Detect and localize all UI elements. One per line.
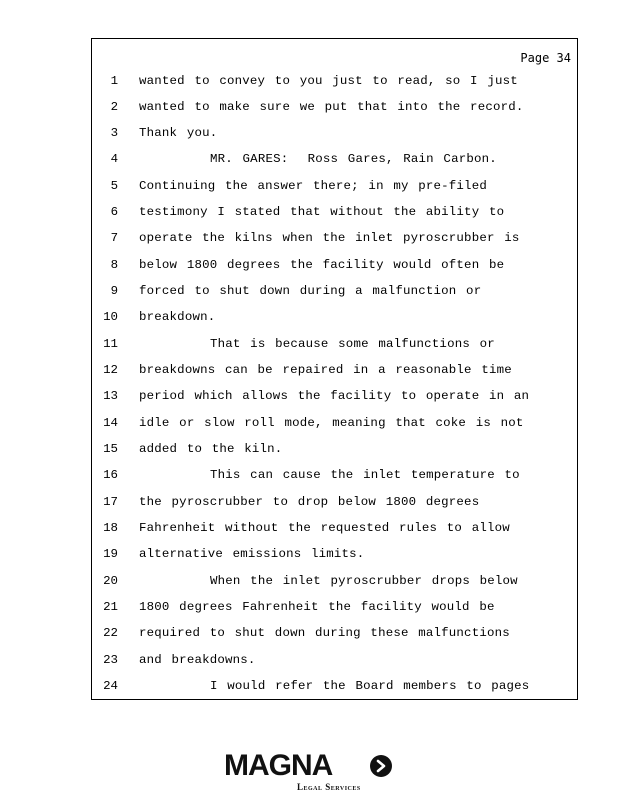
line-text: the pyroscrubber to drop below 1800 degrees [139,495,480,509]
line-text: idle or slow roll mode, meaning that coke is not [139,416,524,430]
transcript-line [92,310,577,328]
line-text: MR. GARES: Ross Gares, Rain Carbon. [210,152,497,166]
line-number: 13 [103,389,118,403]
line-text: forced to shut down during a malfunction or [139,284,482,298]
transcript-line [92,389,577,407]
line-number: 19 [103,547,118,561]
line-text: and breakdowns. [139,653,256,667]
transcript-line [92,363,577,381]
line-number: 6 [110,205,118,219]
line-text: Fahrenheit without the requested rules to allow [139,521,510,535]
transcript-line [92,74,577,92]
line-text: added to the kiln. [139,442,283,456]
line-number: 5 [110,179,118,193]
transcript-line [92,547,577,565]
line-number: 21 [103,600,118,614]
line-number: 16 [103,468,118,482]
line-text: wanted to make sure we put that into the record. [139,100,524,114]
line-number: 22 [103,626,118,640]
line-text: below 1800 degrees the facility would often be [139,258,505,272]
transcript-line [92,442,577,460]
transcript-line [92,626,577,644]
line-text: breakdowns can be repaired in a reasonable time [139,363,512,377]
transcript-line [92,337,577,355]
transcript-line [92,468,577,486]
line-number: 9 [110,284,118,298]
transcript-line [92,126,577,144]
line-number: 7 [110,231,118,245]
magna-logo [224,750,394,792]
line-text: This can cause the inlet temperature to [210,468,520,482]
transcript-line [92,495,577,513]
line-number: 23 [103,653,118,667]
line-number: 15 [103,442,118,456]
line-text: testimony I stated that without the ability to [139,205,505,219]
line-number: 4 [110,152,118,166]
line-number: 8 [110,258,118,272]
line-text: alternative emissions limits. [139,547,365,561]
transcript-line [92,653,577,671]
transcript-line [92,284,577,302]
line-text: Thank you. [139,126,218,140]
transcript-line [92,600,577,618]
line-text: operate the kilns when the inlet pyroscrubber is [139,231,520,245]
line-number: 3 [110,126,118,140]
transcript-line [92,179,577,197]
line-text: required to shut down during these malfunctions [139,626,510,640]
line-number: 12 [103,363,118,377]
line-number: 1 [110,74,118,88]
transcript-line [92,521,577,539]
line-number: 14 [103,416,118,430]
line-number: 10 [103,310,118,324]
transcript-line [92,258,577,276]
logo-subtitle: Legal Services [297,782,361,792]
transcript-line [92,574,577,592]
line-text: wanted to convey to you just to read, so I just [139,74,518,88]
transcript-line [92,100,577,118]
line-text: 1800 degrees Fahrenheit the facility would be [139,600,495,614]
line-text: breakdown. [139,310,216,324]
arrow-circle-icon [370,755,392,777]
page-number: Page 34 [520,51,571,65]
line-text: That is because some malfunctions or [210,337,495,351]
transcript-page [91,38,578,700]
line-number: 24 [103,679,118,693]
line-text: period which allows the facility to operate in an [139,389,530,403]
logo-brand: MAGNA [224,749,333,782]
transcript-line [92,416,577,434]
line-text: I would refer the Board members to pages [210,679,530,693]
line-number: 17 [103,495,118,509]
line-text: When the inlet pyroscrubber drops below [210,574,518,588]
line-number: 18 [103,521,118,535]
transcript-line [92,152,577,170]
line-number: 2 [110,100,118,114]
line-number: 11 [103,337,118,351]
line-number: 20 [103,574,118,588]
line-text: Continuing the answer there; in my pre-filed [139,179,487,193]
transcript-line [92,205,577,223]
transcript-line [92,231,577,249]
transcript-line [92,679,577,697]
